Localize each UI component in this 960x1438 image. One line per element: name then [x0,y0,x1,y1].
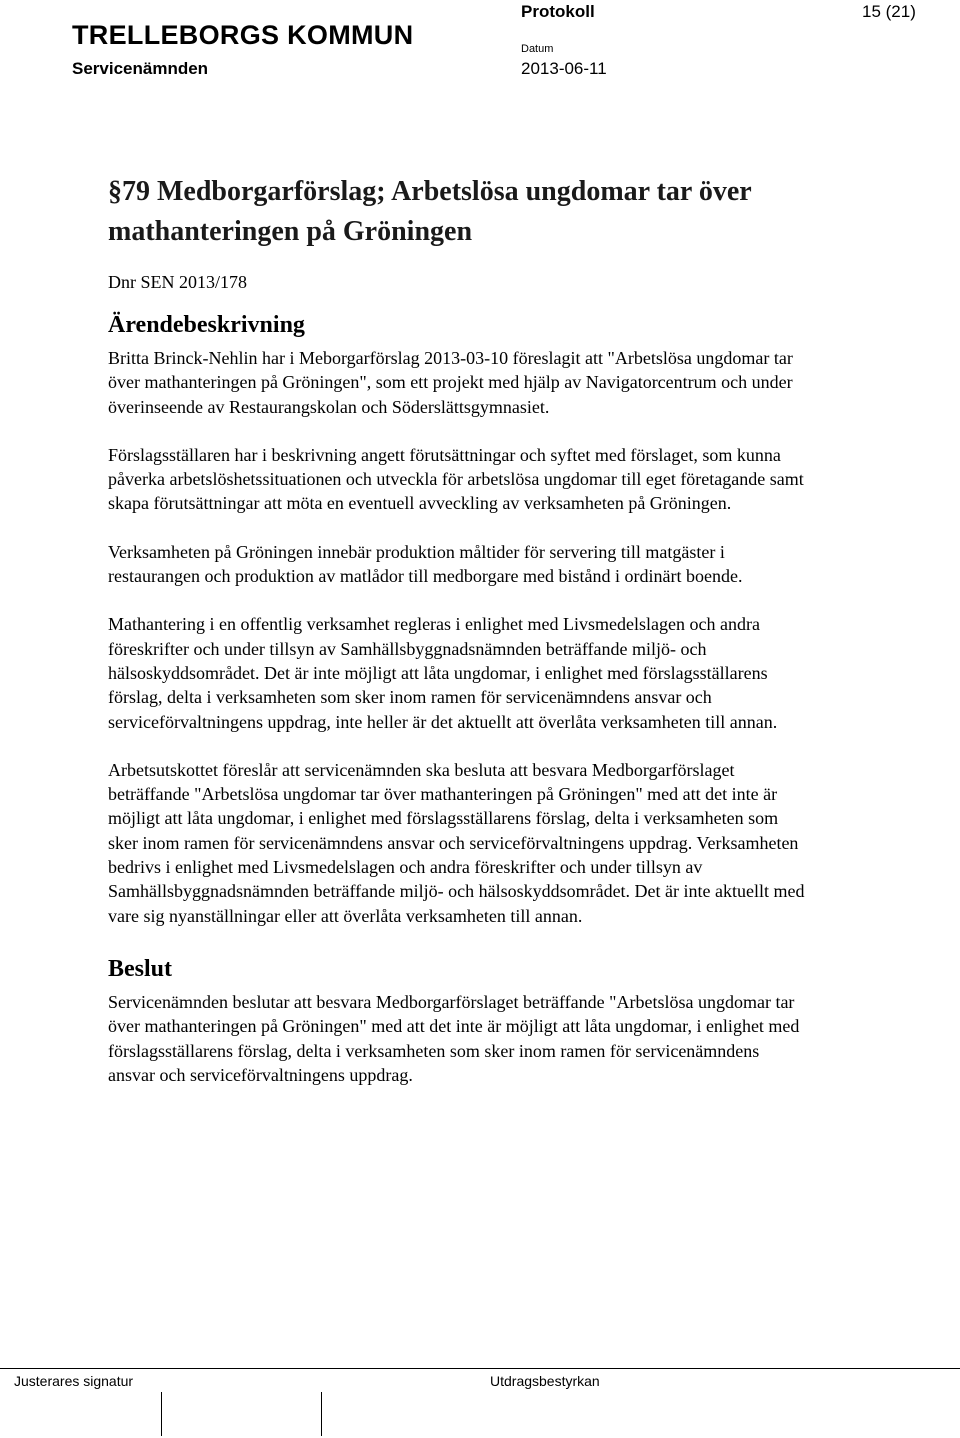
page-number: 15 (21) [862,2,916,21]
paragraph: Mathantering i en offentlig verksamhet regleras i enlighet med Livsmedelslagen och andra föreskrifter och under tillsyn av Samhällsbyggnadsnämnden beträffande miljö- och hälsoskyddsområdet. Det är inte möjligt att låta ungdomar, i enlighet med förslagsställarens förslag, delta i verksamheten som sker inom ramen för servicenämndens ansvar och serviceförvaltningens uppdrag, inte heller är det aktuellt att överlåta verksamheten till annan. [108,614,778,732]
section-title: §79 Medborgarförslag; Arbetslösa ungdomar tar över mathanteringen på Gröningen [108,176,752,247]
signature-box-divider [161,1392,162,1436]
diary-number: Dnr SEN 2013/178 [108,272,247,292]
document-type: Protokoll [521,2,595,21]
document-date: 2013-06-11 [521,59,607,78]
organization-name: TRELLEBORGS KOMMUN [72,20,414,50]
document-body [108,172,808,1087]
paragraph: Arbetsutskottet föreslår att servicenämnden ska besluta att besvara Medborgarförslaget beträffande "Arbetslösa ungdomar tar över mathanteringen på Gröningen" med att det inte är möjligt att låta ungdomar, i enlighet med förslagsställarens förslag, delta i verksamheten som sker inom ramen för servicenämndens ansvar och serviceförvaltningens uppdrag. Verksamheten bedrivs i enlighet med Livsmedelslagen och andra föreskrifter och under tillsyn av Samhällsbyggnadsnämnden beträffande miljö- och hälsoskyddsområdet. Det är inte aktuellt med vare sig nyanställningar eller att överlåta verksamheten till annan. [108,759,805,926]
decision-heading: Beslut [108,955,173,982]
paragraph: Britta Brinck-Nehlin har i Meborgarförslag 2013-03-10 föreslagit att "Arbetslösa ungdomar tar över mathanteringen på Gröningen", som ett projekt med hjälp av Navigatorcentrum och under överinseende av Restaurangskolan och Söderslättsgymnasiet. [108,348,793,417]
department-name: Servicenämnden [72,59,209,78]
paragraph: Förslagsställaren har i beskrivning angett förutsättningar och syftet med förslaget, som kunna påverka arbetslöshetssituationen och utveckla för arbetslösa ungdomar till eget företagande samt skapa förutsättningar att möta en eventuell avveckling av verksamheten på Gröningen. [108,444,804,514]
paragraph: Verksamheten på Gröningen innebär produktion måltider för servering till matgäster i restaurangen och produktion av matlådor till medborgare med bistånd i ordinärt boende. [108,541,743,587]
date-label: Datum [521,43,554,55]
extract-label: Utdragsbestyrkan [490,1373,600,1389]
signature-box-divider [321,1392,322,1436]
case-description-heading: Ärendebeskrivning [108,312,305,338]
signature-label: Justerares signatur [14,1373,134,1389]
decision-text: Servicenämnden beslutar att besvara Medborgarförslaget beträffande "Arbetslösa ungdomar tar över mathanteringen på Gröningen" med att det inte är möjligt att låta ungdomar, i enlighet med förslagsställarens förslag, delta i verksamheten som sker inom ramen för servicenämndens ansvar och serviceförvaltningens uppdrag. [108,991,800,1085]
footer-divider [0,1368,960,1369]
